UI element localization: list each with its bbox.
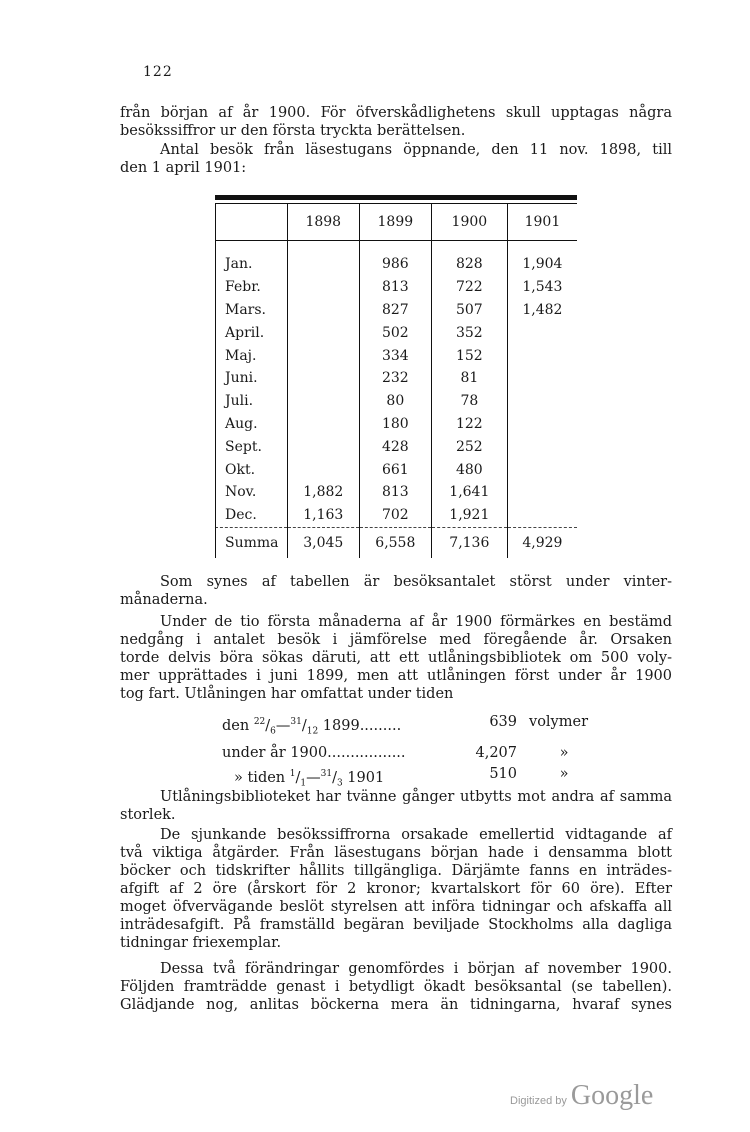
header-1901: 1901 — [507, 204, 577, 241]
cell-1899: 80 — [359, 390, 431, 413]
cell-1900: 252 — [431, 435, 507, 458]
cell-1899: 813 — [359, 276, 431, 299]
cell-1898 — [287, 276, 359, 299]
utl-paragraph — [120, 788, 672, 824]
fraction-num: 1 — [289, 768, 296, 779]
loan-unit: volymer — [529, 714, 589, 730]
text-line: De sjunkande besökssiffrorna orsakade emellertid vidtagande af — [160, 827, 672, 843]
loan-value: 510 — [489, 765, 517, 782]
fraction-num: 31 — [290, 717, 302, 727]
loan-period: 1901 — [342, 769, 385, 786]
cell-1900: 722 — [431, 276, 507, 299]
loan-value: 4,207 — [475, 744, 517, 761]
table-gap-row — [215, 241, 577, 254]
fraction-den: 12 — [306, 726, 319, 737]
cell-1901 — [507, 321, 577, 344]
month-cell: Mars. — [225, 301, 267, 318]
text-line: besökssiffror ur den första tryckta berättelsen. — [120, 123, 466, 139]
text-line: från början af år 1900. För öfverskådlighetens skull upptagas några — [120, 105, 672, 121]
cell-1900: 152 — [431, 344, 507, 367]
sum-1900: 7,136 — [431, 527, 507, 558]
month-cell: Juni. — [225, 370, 258, 387]
loan-prefix: » tiden — [234, 769, 290, 786]
cell-1901 — [507, 413, 577, 436]
fraction-num: 22 — [253, 717, 266, 727]
loan-row: » tiden $^1/_1—^{31}/_3$ 1901 510 » — [222, 764, 599, 795]
header-1898: 1898 — [287, 204, 359, 241]
de-paragraph — [120, 826, 672, 952]
table-sum-row — [215, 527, 577, 558]
cell-1900: 507 — [431, 299, 507, 322]
cell-1899: 827 — [359, 299, 431, 322]
cell-1899: 502 — [359, 321, 431, 344]
table-left-border — [215, 203, 216, 558]
cell-1900: 78 — [431, 390, 507, 413]
month-cell: Febr. — [225, 279, 261, 296]
cell-1901 — [507, 367, 577, 390]
table-row — [215, 458, 577, 481]
cell-1899: 232 — [359, 367, 431, 390]
cell-1898 — [287, 390, 359, 413]
cell-1898: 1,163 — [287, 504, 359, 527]
cell-1899: 702 — [359, 504, 431, 527]
text-line: böcker och tidskrifter hållits tillgängliga. Därjämte fanns en inträdes- — [120, 863, 672, 879]
month-cell: Aug. — [225, 415, 258, 432]
loan-value: 639 — [489, 714, 517, 730]
month-cell: Nov. — [225, 484, 257, 501]
table-row — [215, 413, 577, 436]
text-line: Antal besök från läsestugans öppnande, den 11 nov. 1898, till — [160, 142, 672, 158]
dash: — — [306, 769, 321, 786]
loan-prefix: under år 1900................. — [222, 744, 406, 761]
table-row — [215, 276, 577, 299]
cell-1898: 1,882 — [287, 481, 359, 504]
text-line: Under de tio första månaderna af år 1900 förmärkes en bestämd — [160, 614, 672, 630]
header-1900: 1900 — [431, 204, 507, 241]
cell-1898 — [287, 458, 359, 481]
dessa-paragraph — [120, 960, 672, 1014]
cell-1900: 352 — [431, 321, 507, 344]
cell-1898 — [287, 321, 359, 344]
cell-1900: 1,641 — [431, 481, 507, 504]
table-row — [215, 321, 577, 344]
cell-1900: 1,921 — [431, 504, 507, 527]
cell-1899: 986 — [359, 253, 431, 276]
table-row — [215, 435, 577, 458]
fraction-num: 31 — [320, 768, 333, 779]
loan-row: den $^{22}/_6—^{31}/_{12}$ 1899......... 639 volymer — [222, 712, 599, 743]
visits-table — [215, 195, 577, 558]
loan-list — [222, 712, 599, 794]
google-logo: Google — [570, 1080, 654, 1111]
text-line: Glädjande nog, anlitas böckerna mera än tidningarna, hvaraf synes — [120, 997, 672, 1013]
cell-1898 — [287, 299, 359, 322]
text-line: Följden framträdde genast i betydligt ökadt besöksantal (se tabellen). — [120, 979, 672, 995]
cell-1898 — [287, 367, 359, 390]
som-paragraph — [120, 573, 672, 609]
month-cell: Maj. — [225, 347, 257, 364]
month-cell: Juli. — [225, 393, 254, 410]
cell-1899: 813 — [359, 481, 431, 504]
table-body — [215, 253, 577, 527]
loan-period: 1899......... — [318, 717, 402, 734]
header-blank — [215, 204, 287, 241]
cell-1899: 334 — [359, 344, 431, 367]
cell-1900: 480 — [431, 458, 507, 481]
cell-1898 — [287, 435, 359, 458]
cell-1901 — [507, 504, 577, 527]
cell-1901 — [507, 435, 577, 458]
text-line: torde delvis böra sökas däruti, att ett utlåningsbibliotek om 500 voly- — [120, 650, 672, 666]
text-line: inträdesafgift. På framställd begäran beviljade Stockholms alla dagliga — [120, 917, 672, 933]
month-cell: Sept. — [225, 438, 262, 455]
cell-1900: 828 — [431, 253, 507, 276]
fraction-den: 6 — [270, 726, 276, 737]
cell-1901: 1,482 — [507, 299, 577, 322]
month-cell: April. — [225, 324, 265, 341]
cell-1899: 428 — [359, 435, 431, 458]
loan-prefix: den — [222, 717, 254, 734]
month-cell: Dec. — [225, 507, 257, 524]
text-line: afgift af 2 öre (årskort för 2 kronor; kvartalskort för 60 öre). Efter — [120, 881, 672, 897]
table-top-thick-rule — [215, 195, 577, 200]
text-line: storlek. — [120, 807, 176, 823]
cell-1901 — [507, 481, 577, 504]
fraction-den: 3 — [336, 778, 343, 789]
header-1899: 1899 — [359, 204, 431, 241]
text-line: nedgång i antalet besök i jämförelse med föregående år. Orsaken — [120, 632, 672, 648]
under-paragraph — [120, 613, 672, 703]
cell-1901 — [507, 458, 577, 481]
sum-1898: 3,045 — [287, 527, 359, 558]
sum-label: Summa — [215, 527, 287, 558]
table-row — [215, 481, 577, 504]
count-intro-paragraph — [120, 141, 672, 177]
table-row — [215, 344, 577, 367]
cell-1899: 661 — [359, 458, 431, 481]
table-row — [215, 504, 577, 527]
watermark-prefix: Digitized by — [510, 1095, 567, 1107]
cell-1898 — [287, 413, 359, 436]
cell-1901 — [507, 390, 577, 413]
loan-unit: » — [559, 765, 569, 782]
text-line: moget öfvervägande beslöt styrelsen att införa tidningar och afskaffa all — [120, 899, 672, 915]
table-header-row — [215, 204, 577, 241]
month-cell: Okt. — [225, 461, 256, 478]
text-line: mer upprättades i juni 1899, men att utlåningen först under år 1900 — [120, 668, 672, 684]
text-line: Utlåningsbiblioteket har tvänne gånger utbytts mot andra af samma — [160, 789, 672, 805]
text-line: tidningar friexemplar. — [120, 935, 282, 951]
fraction-den: 1 — [300, 778, 307, 789]
table-row — [215, 390, 577, 413]
table-row — [215, 367, 577, 390]
text-line: tog fart. Utlåningen har omfattat under tiden — [120, 686, 454, 702]
text-line: månaderna. — [120, 592, 208, 608]
intro-paragraph — [120, 104, 672, 140]
cell-1899: 180 — [359, 413, 431, 436]
text-line: Som synes af tabellen är besöksantalet störst under vinter- — [160, 574, 672, 590]
cell-1900: 122 — [431, 413, 507, 436]
cell-1898 — [287, 344, 359, 367]
digitized-watermark — [510, 1080, 653, 1112]
sum-1899: 6,558 — [359, 527, 431, 558]
cell-1901: 1,904 — [507, 253, 577, 276]
sum-1901: 4,929 — [507, 527, 577, 558]
cell-1901: 1,543 — [507, 276, 577, 299]
loan-row — [222, 743, 599, 764]
month-cell: Jan. — [225, 256, 253, 273]
table-row — [215, 299, 577, 322]
cell-1901 — [507, 344, 577, 367]
text-line: Dessa två förändringar genomfördes i början af november 1900. — [160, 961, 672, 977]
cell-1900: 81 — [431, 367, 507, 390]
cell-1898 — [287, 253, 359, 276]
loan-unit: » — [559, 744, 569, 761]
text-line: den 1 april 1901: — [120, 160, 247, 176]
page-number: 122 — [143, 64, 173, 80]
table-row — [215, 253, 577, 276]
text-line: två viktiga åtgärder. Från läsestugans början hade i densamma blott — [120, 845, 672, 861]
dash: — — [275, 717, 291, 734]
